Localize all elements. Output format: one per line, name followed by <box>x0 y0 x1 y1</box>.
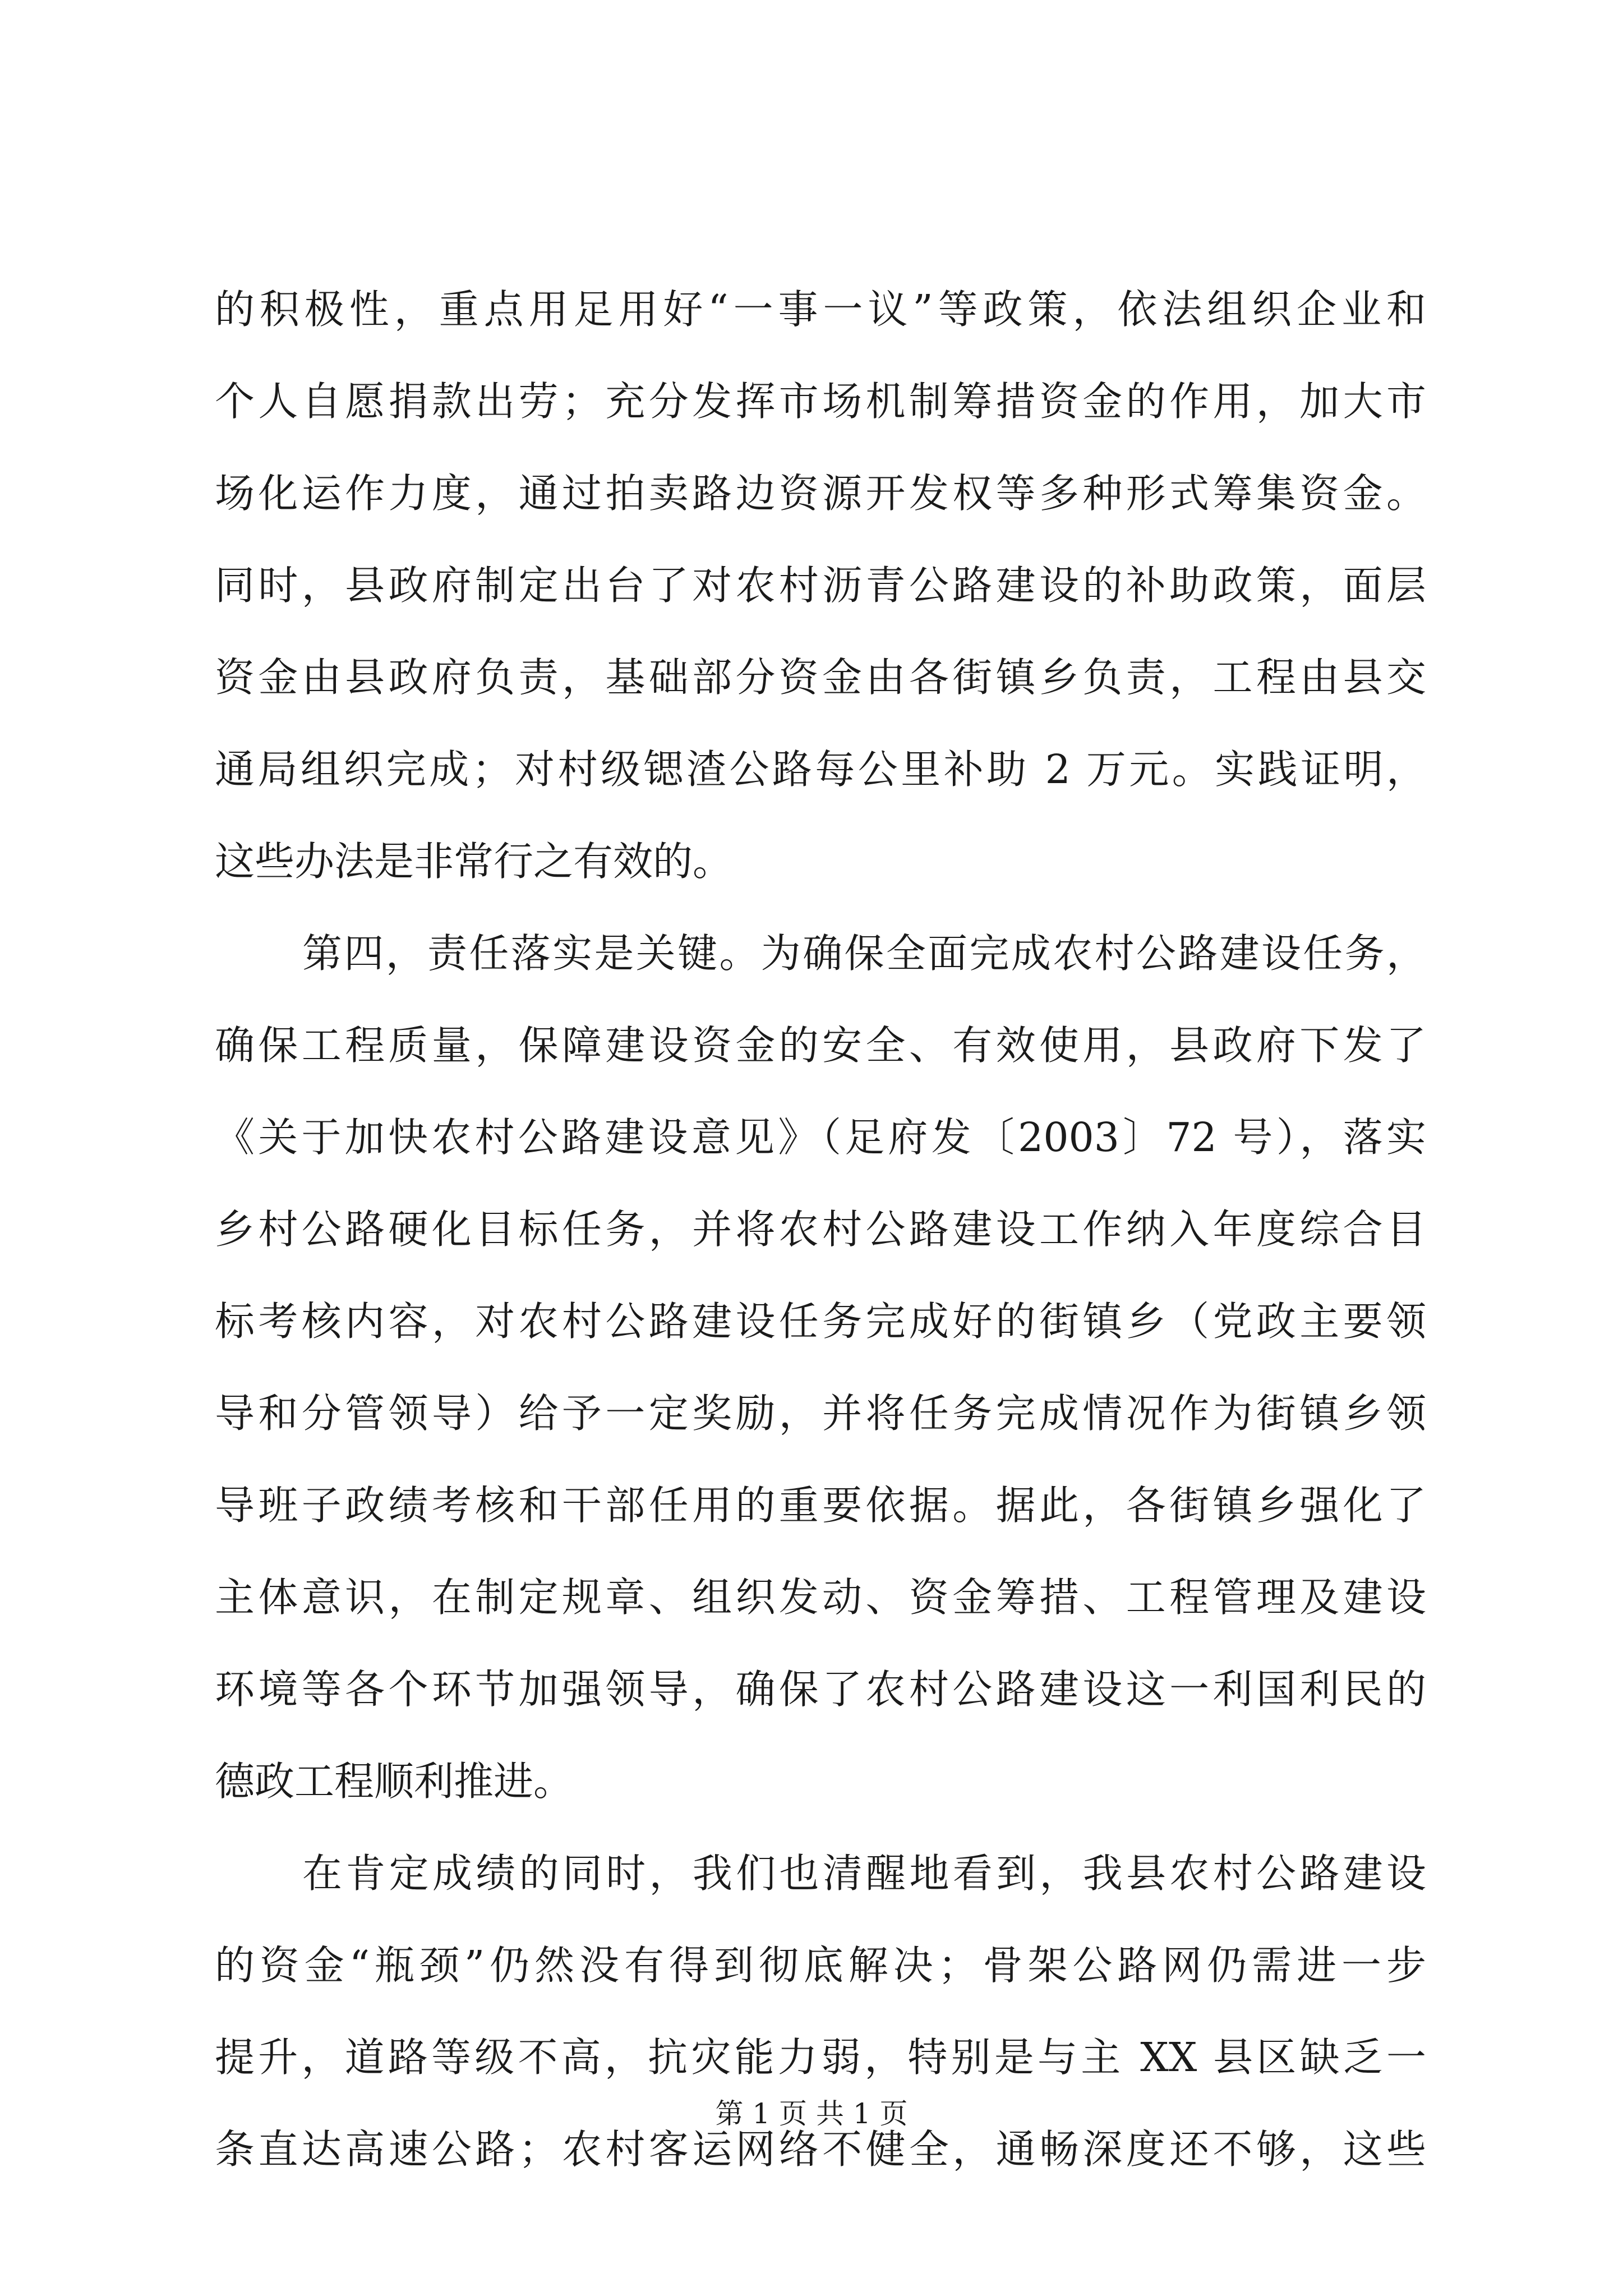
text-line: 德政工程顺利推进。 <box>215 1758 574 1805</box>
document-body <box>215 264 1426 2196</box>
text-line: 个人自愿捐款出劳；充分发挥市场机制筹措资金的作用，加大市 <box>215 378 1426 425</box>
text-line: 主体意识，在制定规章、组织发动、资金筹措、工程管理及建设 <box>215 1574 1426 1621</box>
paragraph-3 <box>215 1828 1426 2196</box>
text-line: 在肯定成绩的同时，我们也清醒地看到，我县农村公路建设 <box>302 1850 1426 1897</box>
text-line: 标考核内容，对农村公路建设任务完成好的街镇乡（党政主要领 <box>215 1298 1426 1345</box>
text-line: 确保工程质量，保障建设资金的安全、有效使用，县政府下发了 <box>215 1022 1426 1069</box>
text-line: 环境等各个环节加强领导，确保了农村公路建设这一利国利民的 <box>215 1666 1426 1713</box>
text-line: 第四，责任落实是关键。为确保全面完成农村公路建设任务， <box>302 930 1426 977</box>
text-line: 导班子政绩考核和干部任用的重要依据。据此，各街镇乡强化了 <box>215 1482 1426 1529</box>
text-line: 条直达高速公路；农村客运网络不健全，通畅深度还不够，这些 <box>215 2126 1426 2173</box>
text-line: 《关于加快农村公路建设意见》（足府发〔2003〕72 号），落实 <box>215 1114 1426 1161</box>
paragraph-1 <box>215 264 1426 908</box>
text-line: 提升，道路等级不高，抗灾能力弱，特别是与主 XX 县区缺乏一 <box>215 2034 1426 2081</box>
text-line: 乡村公路硬化目标任务，并将农村公路建设工作纳入年度综合目 <box>215 1206 1426 1253</box>
text-line: 场化运作力度，通过拍卖路边资源开发权等多种形式筹集资金。 <box>215 470 1426 517</box>
page-footer: 第 1 页 共 1 页 <box>715 2097 908 2130</box>
text-line: 同时，县政府制定出台了对农村沥青公路建设的补助政策，面层 <box>215 562 1426 609</box>
text-line: 的积极性，重点用足用好“一事一议”等政策，依法组织企业和 <box>215 286 1426 333</box>
text-line: 资金由县政府负责，基础部分资金由各街镇乡负责，工程由县交 <box>215 654 1426 701</box>
text-line: 这些办法是非常行之有效的。 <box>215 838 733 885</box>
text-line: 的资金“瓶颈”仍然没有得到彻底解决；骨架公路网仍需进一步 <box>215 1942 1426 1989</box>
paragraph-2 <box>215 908 1426 1828</box>
text-line: 通局组织完成；对村级锶渣公路每公里补助 2 万元。实践证明， <box>215 746 1426 793</box>
text-line: 导和分管领导）给予一定奖励，并将任务完成情况作为街镇乡领 <box>215 1390 1426 1437</box>
